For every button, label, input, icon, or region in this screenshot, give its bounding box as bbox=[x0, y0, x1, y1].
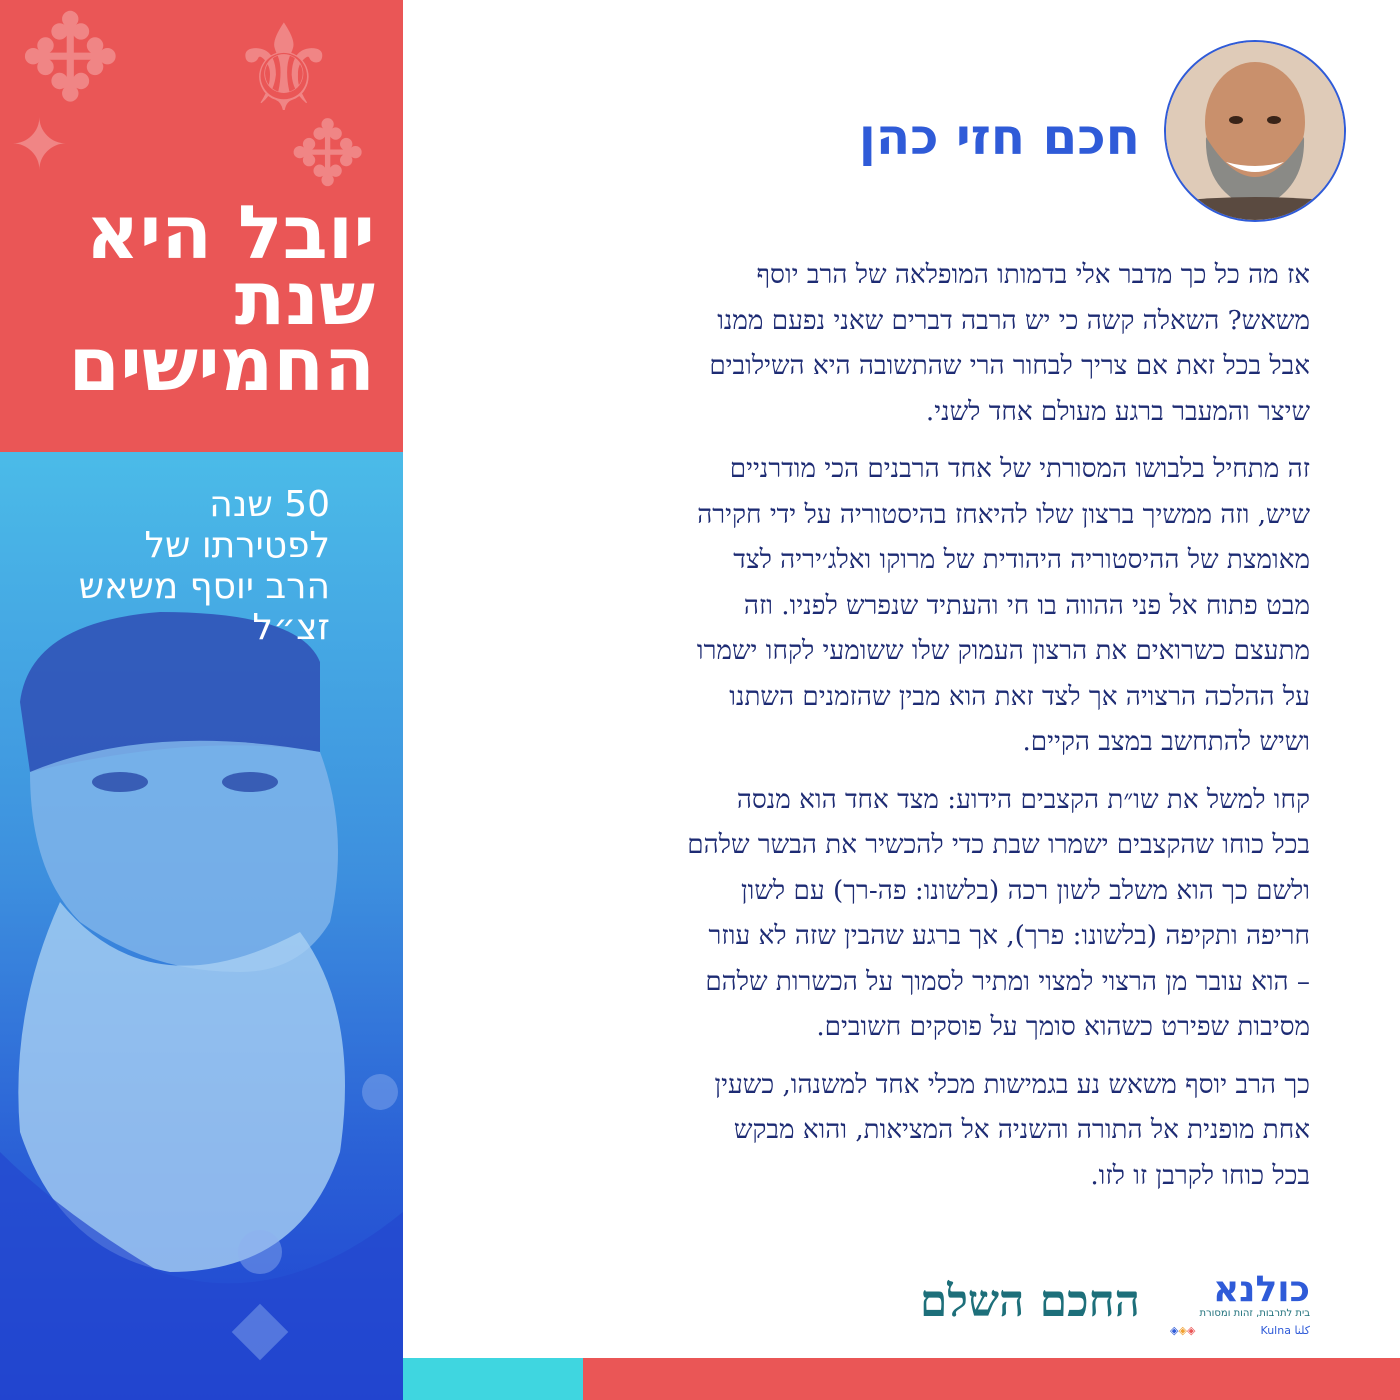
text-line: בכל כוחו לקרבן זו לזו. bbox=[1090, 1160, 1310, 1191]
kulna-tagline: בית לתרבות, זהות ומסורת bbox=[1199, 1308, 1310, 1319]
article-paragraph bbox=[492, 253, 1310, 435]
text-line: מתעצם כשרואים את הרצון העמוק שלו ששומעי לקחו ישמרו bbox=[696, 636, 1310, 666]
ornament-pattern: ✦ bbox=[10, 104, 69, 186]
series-logo: החכם השלם bbox=[919, 1276, 1140, 1327]
title-line: שנת bbox=[234, 256, 375, 342]
text-line: זה מתחיל בלבושו המסורתי של אחד הרבנים הכי מודרניים bbox=[729, 454, 1310, 484]
ornament-pattern: ✥ bbox=[20, 0, 121, 129]
portrait-panel bbox=[0, 452, 403, 1400]
subtitle bbox=[20, 484, 330, 648]
text-line: כך הרב יוסף משאש נע בגמישות מכלי אחד למשנהו, כשעין bbox=[714, 1069, 1310, 1100]
text-line: ולשם כך הוא משלב לשון רכה (בלשונו: פה-רך) עם לשון bbox=[741, 875, 1310, 906]
title-line: החמישים bbox=[68, 322, 375, 408]
diamond-icon: ◈ bbox=[1186, 1324, 1196, 1337]
text-line: אבל בכל זאת אם צריך לבחור הרי שהתשובה היא השילובים bbox=[709, 351, 1310, 381]
subtitle-line: 50 שנה bbox=[209, 484, 330, 525]
author-photo bbox=[1166, 42, 1344, 220]
page-title bbox=[30, 190, 375, 408]
diamond-icon: ◈ bbox=[1178, 1324, 1187, 1337]
subtitle-line: זצ״ל bbox=[252, 607, 330, 648]
text-line: קחו למשל את שו״ת הקצבים הידוע: מצד אחד הוא מנסה bbox=[736, 784, 1310, 815]
footer-bar-red bbox=[583, 1358, 1400, 1400]
subtitle-line: הרב יוסף משאש bbox=[78, 566, 330, 607]
diamond-icons bbox=[1170, 1324, 1195, 1338]
diamond-icon: ◈ bbox=[1170, 1324, 1179, 1337]
text-line: אז מה כל כך מדבר אלי בדמותו המופלאה של הרב יוסף bbox=[756, 260, 1310, 290]
text-line: שיש, וזה ממשיך ברצון שלו להיאחז בהיסטוריה על ידי חקירה bbox=[697, 499, 1310, 530]
ornament-pattern: ⚜ bbox=[230, 0, 338, 139]
article-paragraph bbox=[492, 1063, 1310, 1200]
footer-bar-teal bbox=[403, 1358, 583, 1400]
text-line: מבט פתוח אל פני ההווה בו חי והעתיד שנפרש לפניו. וזה bbox=[743, 590, 1310, 621]
text-line: על ההלכה הרצויה אך לצד זאת הוא מבין שהזמנים השתנו bbox=[729, 681, 1310, 712]
text-line: אחת מופנית אל התורה והשניה אל המציאות, והוא מבקש bbox=[733, 1115, 1310, 1145]
text-line: מסיבות שפירט כשהוא סומך על פוסקים חשובים. bbox=[816, 1012, 1310, 1042]
title-panel bbox=[0, 0, 403, 452]
ornament-pattern: ✥ bbox=[290, 102, 366, 207]
kulna-logo bbox=[1170, 1269, 1310, 1342]
subtitle-line: לפטירתו של bbox=[144, 525, 330, 566]
text-line: בכל כוחו שהקצבים ישמרו שבת כדי להכשיר את הבשר שלהם bbox=[687, 830, 1310, 860]
article-paragraph bbox=[492, 778, 1310, 1051]
text-line: מאומצת של ההיסטוריה היהודית של מרוקו ואלג׳יריה לצד bbox=[733, 545, 1310, 575]
article-body bbox=[492, 253, 1310, 1211]
text-line: חריפה ותקיפה (בלשונו: פרך), אך ברגע שהבין שזה לא עוזר bbox=[708, 921, 1310, 951]
title-line: יובל היא bbox=[85, 190, 375, 276]
text-line: – הוא עובר מן הרצוי למצוי ומתיר לסמוך על הכשרות שלהם bbox=[705, 966, 1310, 997]
kulna-wordmark: כולנא bbox=[1212, 1269, 1310, 1310]
text-line: משאש? השאלה קשה כי יש הרבה דברים שאני נפעם ממנו bbox=[717, 305, 1310, 336]
text-line: ושיש להתחשב במצב הקיים. bbox=[1022, 727, 1310, 757]
article-paragraph bbox=[492, 447, 1310, 766]
author-name: חכם חזי כהן bbox=[858, 108, 1140, 166]
author-avatar bbox=[1164, 40, 1346, 222]
kulna-latin: Kulna كلنا bbox=[1260, 1324, 1310, 1337]
text-line: שיצר והמעבר ברגע מעולם אחד לשני. bbox=[925, 396, 1310, 427]
